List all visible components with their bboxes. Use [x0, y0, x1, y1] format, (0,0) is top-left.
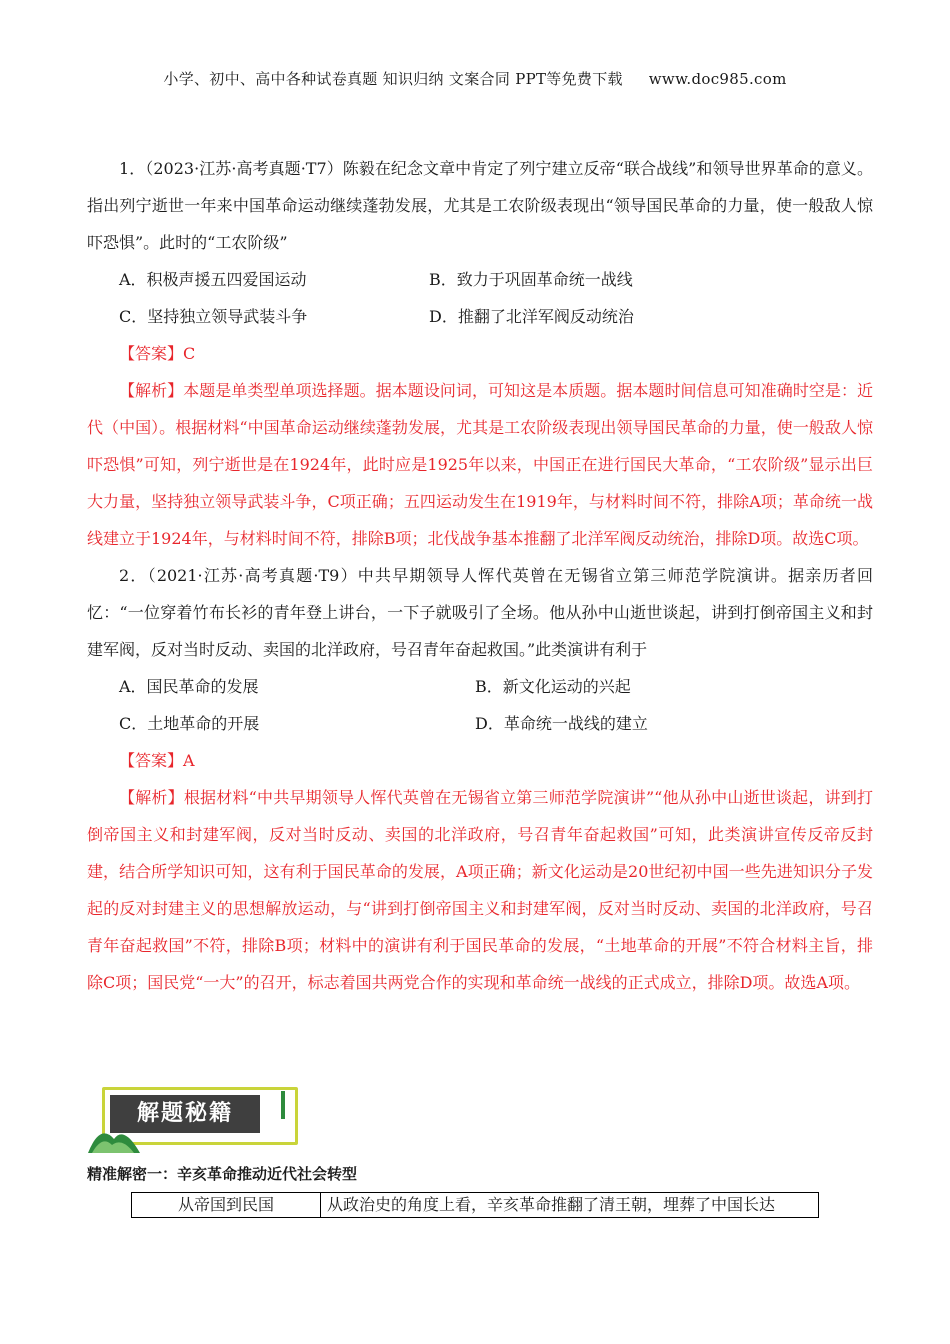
q2-option-d: D．革命统一战线的建立	[475, 714, 648, 733]
secret-heading: 精准解密一：辛亥革命推动近代社会转型	[87, 1165, 358, 1183]
table-cell-desc: 从政治史的角度上看，辛亥革命推翻了清王朝，埋葬了中国长达	[321, 1193, 819, 1218]
q2-options	[87, 668, 873, 742]
q1-options	[87, 261, 873, 335]
hill-icon	[88, 1115, 148, 1155]
q1-option-a: A．积极声援五四爱国运动	[119, 270, 307, 289]
page-header	[0, 68, 950, 89]
table-cell-topic: 从帝国到民国	[132, 1193, 321, 1218]
q2-option-a: A．国民革命的发展	[119, 677, 259, 696]
q2-answer: 【答案】A	[119, 751, 195, 770]
content	[87, 150, 873, 1001]
q1-option-b: B．致力于巩固革命统一战线	[429, 270, 633, 289]
q2-option-b: B．新文化运动的兴起	[475, 677, 631, 696]
q2-option-c: C．土地革命的开展	[119, 714, 260, 733]
banner-title: 解题秘籍	[110, 1095, 260, 1133]
table-row	[132, 1193, 819, 1218]
secret-table	[131, 1192, 819, 1218]
q1-analysis: 【解析】本题是单类型单项选择题。据本题设问词，可知这是本质题。据本题时间信息可知准确时空是：近代（中国）。根据材料“中国革命运动继续蓬勃发展，尤其是工农阶级表现出领导国民革命的力量，使一般敌人惊吓恐惧”可知，列宁逝世是在1924年，此时应是1925年以来，中国正在进行国民大革命，“工农阶级”显示出巨大力量，坚持独立领导武装斗争，C项正确；五四运动发生在1919年，与材料时间不符，排除A项；革命统一战线建立于1924年，与材料时间不符，排除B项；北伐战争基本推翻了北洋军阀反动统治，排除D项。故选C项。	[87, 381, 873, 548]
header-text: 小学、初中、高中各种试卷真题 知识归纳 文案合同 PPT等免费下载	[163, 70, 623, 88]
q2-analysis: 【解析】根据材料“中共早期领导人恽代英曾在无锡省立第三师范学院演讲”“他从孙中山逝世谈起，讲到打倒帝国主义和封建军阀，反对当时反动、卖国的北洋政府，号召青年奋起救国”可知，此类演讲宣传反帝反封建，结合所学知识可知，这有利于国民革命的发展，A项正确；新文化运动是20世纪初中国一些先进知识分子发起的反对封建主义的思想解放运动，与“讲到打倒帝国主义和封建军阀，反对当时反动、卖国的北洋政府，号召青年奋起救国”不符，排除B项；材料中的演讲有利于国民革命的发展，“土地革命的开展”不符合材料主旨，排除C项；国民党“一大”的召开，标志着国共两党合作的实现和革命统一战线的正式成立，排除D项。故选A项。	[87, 788, 873, 992]
q1-answer: 【答案】C	[119, 344, 196, 363]
q1-stem: 1．（2023·江苏·高考真题·T7）陈毅在纪念文章中肯定了列宁建立反帝“联合战线”和领导世界革命的意义。指出列宁逝世一年来中国革命运动继续蓬勃发展，尤其是工农阶级表现出“领导国民革命的力量，使一般敌人惊吓恐惧”。此时的“工农阶级”	[87, 159, 873, 252]
q2-stem: 2．（2021·江苏·高考真题·T9）中共早期领导人恽代英曾在无锡省立第三师范学院演讲。据亲历者回忆：“一位穿着竹布长衫的青年登上讲台，一下子就吸引了全场。他从孙中山逝世谈起，讲到打倒帝国主义和封建军阀，反对当时反动、卖国的北洋政府，号召青年奋起救国。”此类演讲有利于	[87, 566, 873, 659]
header-site[interactable]: www.doc985.com	[648, 70, 787, 88]
banner-accent-mark	[281, 1091, 285, 1119]
q1-option-d: D．推翻了北洋军阀反动统治	[429, 307, 634, 326]
q1-option-c: C．坚持独立领导武装斗争	[119, 307, 308, 326]
tips-banner	[88, 1085, 298, 1153]
